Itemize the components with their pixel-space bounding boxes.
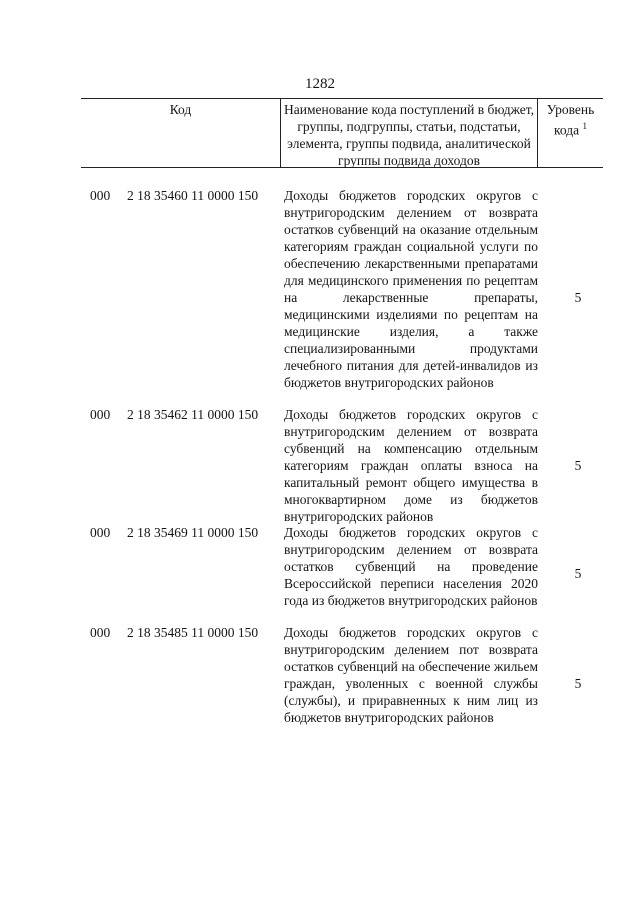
revenue-code: 2 18 35460 11 0000 150: [127, 188, 259, 203]
revenue-name: Доходы бюджетов городских округов с внутригородским делением пот возврата остатков субвенций на обеспечение жильем граждан, уволенных с военной службы (службы), и приравненных к ним лиц из бюджетов внутригородских районов: [284, 625, 538, 725]
table-header: [81, 98, 603, 168]
admin-code: 000: [90, 625, 111, 640]
page-number: 1282: [305, 76, 335, 92]
revenue-code: 2 18 35469 11 0000 150: [127, 525, 259, 540]
header-code: Код: [81, 99, 281, 167]
header-level: [538, 99, 603, 167]
revenue-name: Доходы бюджетов городских округов с внутригородским делением от возврата субвенций на компенсацию отдельным категориям граждан оплаты взноса на капитальный ремонт общего имущества в многоквартирном доме из бюджетов внутригородских районов: [284, 407, 538, 524]
code-level: 5: [574, 458, 582, 473]
code-level: 5: [574, 290, 582, 305]
revenue-name: Доходы бюджетов городских округов с внутригородским делением от возврата остатков субвенций на проведение Всероссийской переписи населения 2020 года из бюджетов внутригородских районов: [284, 525, 538, 608]
admin-code: 000: [90, 525, 111, 540]
header-name: Наименование кода поступлений в бюджет, группы, подгруппы, статьи, подстатьи, элемента, группы подвида, аналитической группы подвида доходов: [281, 99, 538, 167]
admin-code: 000: [90, 188, 111, 203]
revenue-code: 2 18 35485 11 0000 150: [127, 625, 259, 640]
code-level: 5: [574, 676, 582, 691]
admin-code: 000: [90, 407, 111, 422]
revenue-name: Доходы бюджетов городских округов с внутригородским делением от возврата остатков субвенций на оказание отдельным категориям граждан социальной услуги по обеспечению лекарственными препаратами для медицинского применения по рецептам на лекарственные препараты, медицинскими изделиями по рецептам на медицинские изделия, а также специализированными продуктами лечебного питания для детей-инвалидов из бюджетов внутригородских районов: [284, 188, 538, 390]
revenue-code: 2 18 35462 11 0000 150: [127, 407, 259, 422]
header-level-label: Уровень кода: [546, 102, 595, 138]
header-level-footnote: 1: [582, 121, 587, 131]
code-level: 5: [574, 566, 582, 581]
